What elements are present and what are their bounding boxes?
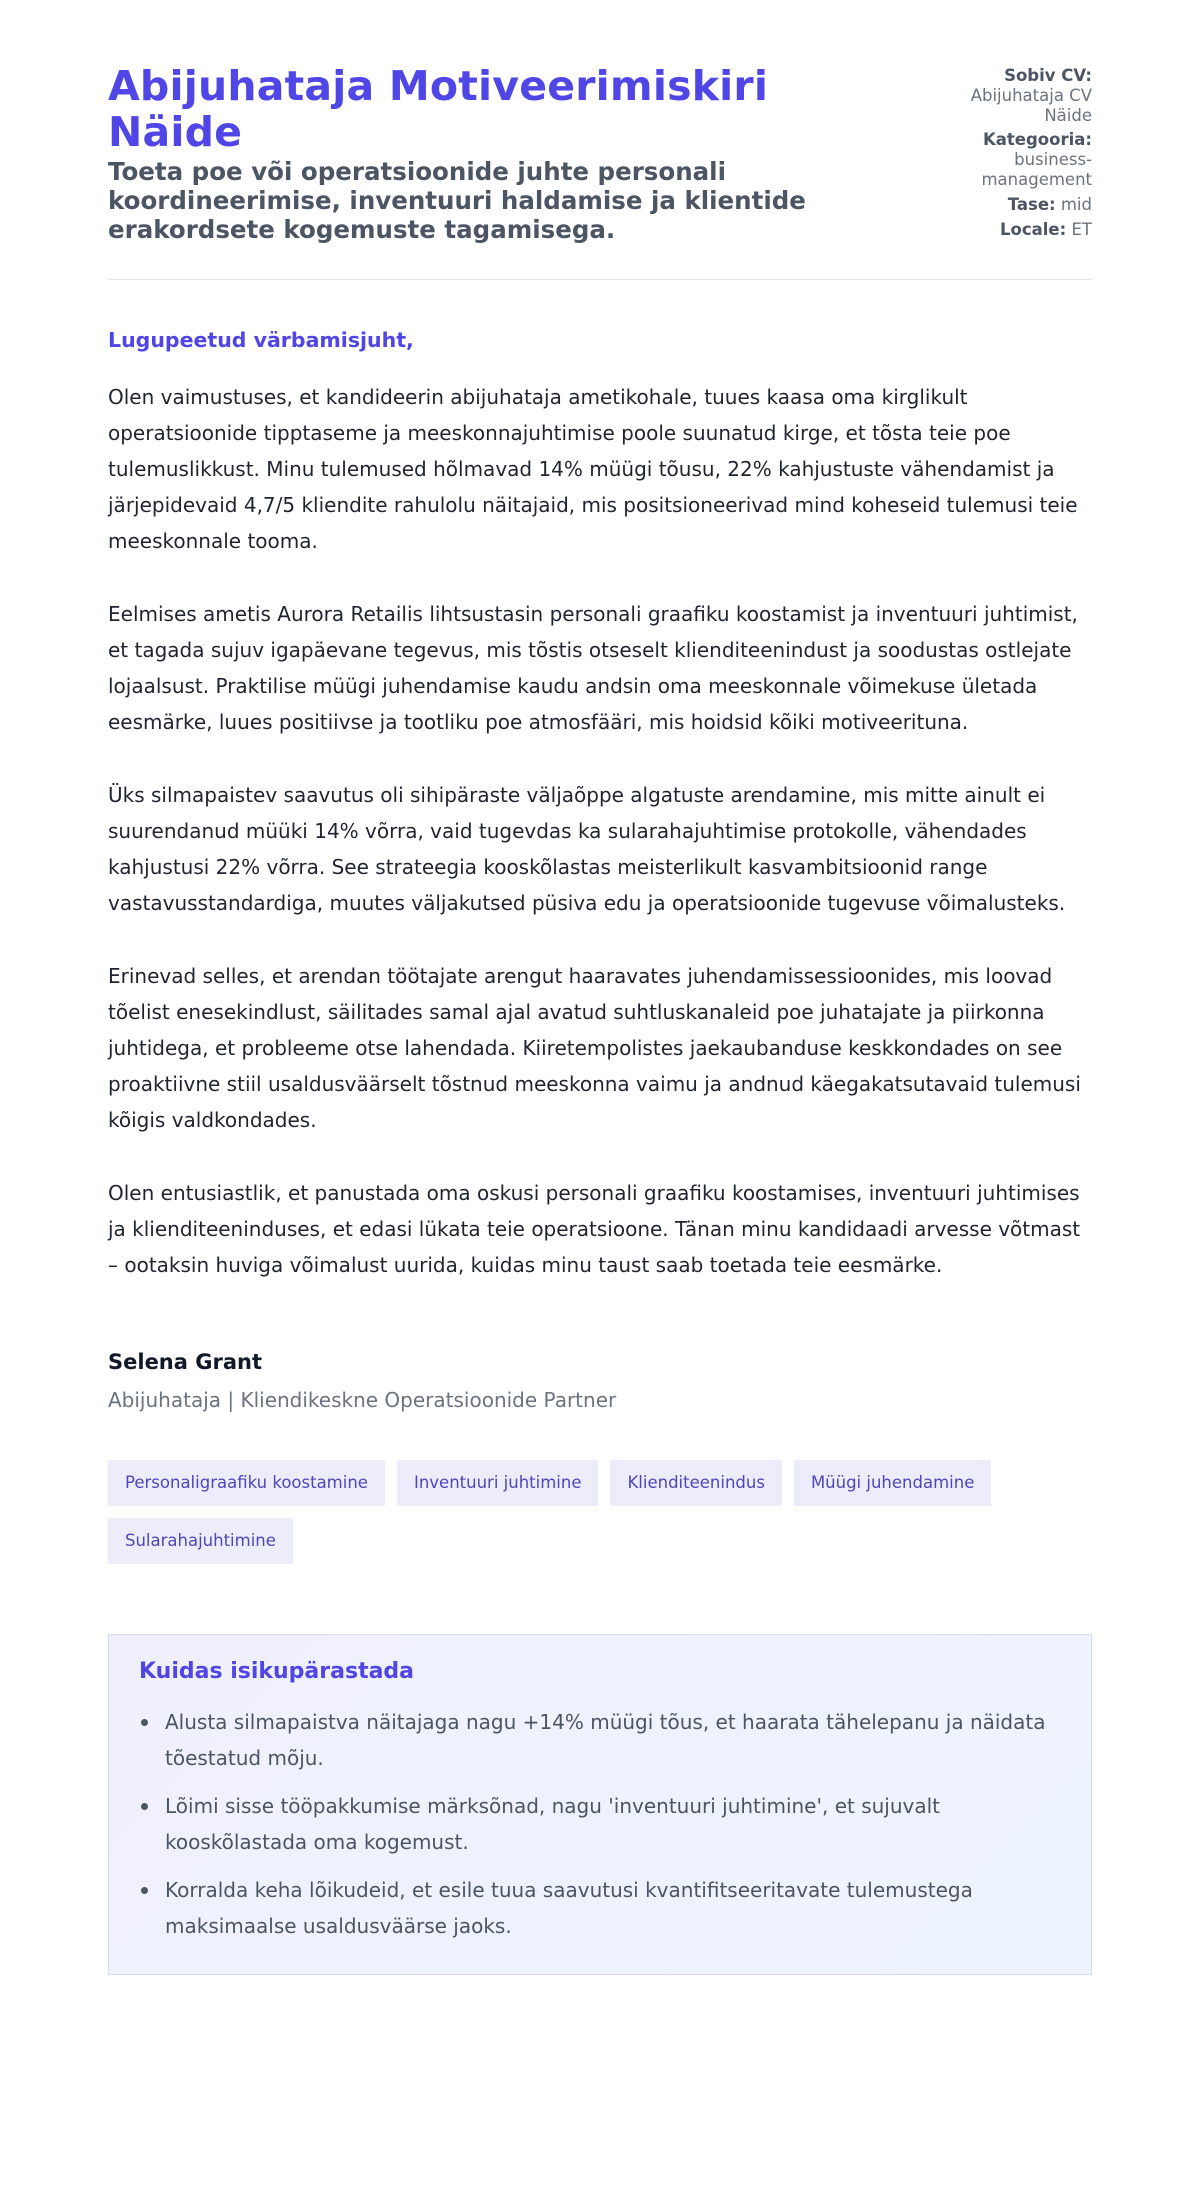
tips-title: Kuidas isikupärastada — [139, 1658, 415, 1684]
skill-tags — [108, 1460, 1092, 1564]
meta-locale-value: ET — [1071, 219, 1092, 239]
signature-name: Selena Grant — [108, 1349, 262, 1374]
skill-tag[interactable]: Inventuuri juhtimine — [397, 1460, 599, 1506]
letter-paragraph-3: Üks silmapaistev saavutus oli sihipäraste väljaõppe algatuste arendamine, mis mitte ainult ei suurendanud müüki 14% võrra, vaid tugevdas ka sularahajuhtimise protokolle, vähendades kahjustusi 22% võrra. See strateegia kooskõlastas meisterlikult kasvambitsioonid range vastavusstandardiga, muutes väljakutsed püsiva edu ja operatsioonide tugevuse võimalusteks. — [108, 782, 1066, 915]
meta-cv — [922, 66, 1092, 125]
tips-list — [139, 1704, 1061, 1944]
page-subtitle: Toeta poe või operatsioonide juhte personali koordineerimise, inventuuri haldamise ja klientide erakordsete kogemuste tagamisega. — [108, 156, 806, 244]
header-titles — [108, 64, 908, 245]
meta-locale-label: Locale: — [1000, 219, 1067, 239]
meta-level-value: mid — [1060, 194, 1092, 214]
letter-salutation: Lugupeetud värbamisjuht, — [108, 327, 414, 352]
meta-cv-label: Sobiv CV: — [1004, 66, 1092, 85]
meta-level — [922, 195, 1092, 215]
meta-cv-value[interactable]: Abijuhataja CV Näide — [970, 85, 1092, 125]
personalization-tips-box — [108, 1634, 1092, 1975]
page-header — [108, 64, 1092, 280]
skill-tag[interactable]: Müügi juhendamine — [794, 1460, 991, 1506]
skill-tag[interactable]: Klienditeenindus — [610, 1460, 781, 1506]
meta-locale — [922, 220, 1092, 240]
letter-paragraph-2: Eelmises ametis Aurora Retailis lihtsustasin personali graafiku koostamist ja inventuuri juhtimist, et tagada sujuv igapäevane tegevus, mis tõstis otseselt klienditeenindust ja soodustas ostlejate lojaalsust. Praktilise müügi juhendamise kaudu andsin oma meeskonnale võimekuse ületada eesmärke, luues positiivse ja tootliku poe atmosfääri, mis hoidsid kõiki motiveerituna. — [108, 601, 1078, 734]
letter-paragraph-1: Olen vaimustuses, et kandideerin abijuhataja ametikohale, tuues kaasa oma kirglikult operatsioonide tipptaseme ja meeskonnajuhtimise poole suunatud kirge, et tõsta teie poe tulemuslikkust. Minu tulemused hõlmavad 14% müügi tõusu, 22% kahjustuste vähendamist ja järjepidevaid 4,7/5 kliendite rahulolu näitajaid, mis positsioneerivad mind koheseid tulemusi teie meeskonnale tooma. — [108, 384, 1078, 553]
meta-level-label: Tase: — [1007, 194, 1056, 214]
skill-tag[interactable]: Personaligraafiku koostamine — [108, 1460, 385, 1506]
meta-info — [922, 64, 1092, 244]
page-title: Abijuhataja Motiveerimiskiri Näide — [108, 62, 769, 156]
skill-tag[interactable]: Sularahajuhtimine — [108, 1518, 293, 1564]
tips-list-item: Korralda keha lõikudeid, et esile tuua saavutusi kvantifitseeritavate tulemustega maksimaalse usaldusväärse jaoks. — [139, 1872, 1061, 1944]
signature-role: Abijuhataja | Kliendikeskne Operatsioonide Partner — [108, 1387, 617, 1412]
meta-category — [922, 130, 1092, 189]
tips-list-item: Lõimi sisse tööpakkumise märksõnad, nagu 'inventuuri juhtimine', et sujuvalt kooskõlastada oma kogemust. — [139, 1788, 1061, 1860]
letter-paragraph-5: Olen entusiastlik, et panustada oma oskusi personali graafiku koostamises, inventuuri juhtimises ja klienditeeninduses, et edasi lükata teie operatsioone. Tänan minu kandidaadi arvesse võtmast – ootaksin huviga võimalust uurida, kuidas minu taust saab toetada teie eesmärke. — [108, 1180, 1081, 1277]
tips-list-item: Alusta silmapaistva näitajaga nagu +14% müügi tõus, et haarata tähelepanu ja näidata tõestatud mõju. — [139, 1704, 1061, 1776]
meta-category-label: Kategooria: — [982, 130, 1092, 150]
letter-paragraph-4: Erinevad selles, et arendan töötajate arengut haaravates juhendamissessioonides, mis loovad tõelist enesekindlust, säilitades samal ajal avatud suhtluskanaleid poe juhatajate ja piirkonna juhtidega, et probleeme otse lahendada. Kiiretempolistes jaekaubanduse keskkondades on see proaktiivne stiil usaldusväärselt tõstnud meeskonna vaimu ja andnud käegakatsutavaid tulemusi kõigis valdkondades. — [108, 963, 1081, 1132]
meta-category-value: business-management — [981, 150, 1092, 189]
